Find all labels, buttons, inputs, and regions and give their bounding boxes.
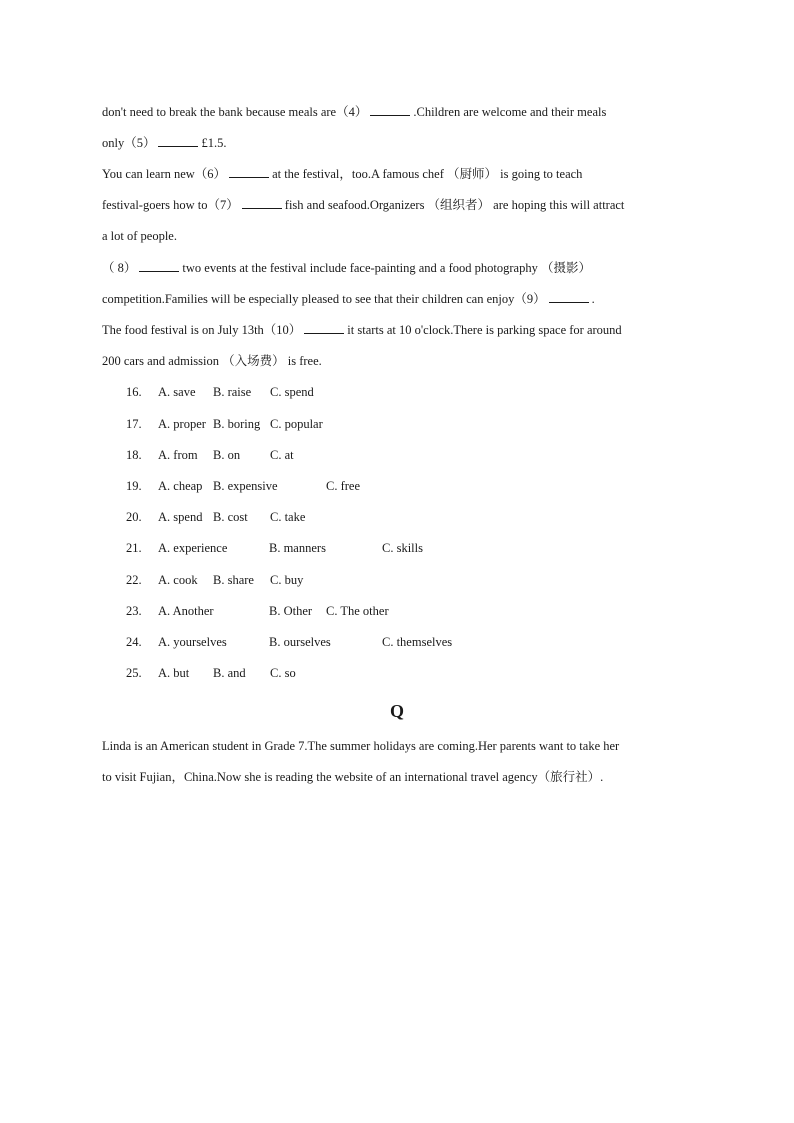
option-c: C. take	[270, 510, 306, 524]
passage-text: don't need to break the bank because meals are（4）	[102, 105, 368, 119]
section-heading: Q	[389, 701, 404, 721]
passage-text: two events at the festival include face-painting and a food photography （摄影）	[182, 261, 591, 275]
option-b: B. boring	[213, 417, 261, 431]
option-c: C. skills	[382, 541, 423, 555]
option-b: B. manners	[269, 541, 326, 555]
option-c: C. so	[270, 666, 296, 680]
option-a: A. proper	[158, 417, 206, 431]
passage-line-8	[102, 322, 622, 338]
option-a: A. experience	[158, 541, 228, 555]
option-a: A. cook	[158, 573, 198, 587]
passage-line-5	[102, 228, 177, 244]
passage-text: £1.5.	[201, 136, 227, 150]
option-b: B. on	[213, 448, 241, 462]
option-a: A. spend	[158, 510, 203, 524]
passage-line-3	[102, 166, 582, 182]
answer-blank-8	[139, 260, 179, 272]
option-b: B. Other	[269, 604, 313, 618]
passage-text: competition.Families will be especially pleased to see that their children can enjoy（9）	[102, 292, 546, 306]
answer-blank-4	[370, 104, 410, 116]
passage-text: a lot of people.	[102, 229, 177, 243]
option-c: C. buy	[270, 573, 304, 587]
option-b: B. share	[213, 573, 254, 587]
option-a: A. but	[158, 666, 190, 680]
question-number: 16.	[126, 385, 142, 399]
passage-text: only（5）	[102, 136, 156, 150]
option-c: C. spend	[270, 385, 314, 399]
passage-line-7	[102, 291, 595, 307]
option-b: B. expensive	[213, 479, 278, 493]
option-a: A. yourselves	[158, 635, 227, 649]
passage-line-9	[102, 353, 322, 369]
question-number: 17.	[126, 417, 142, 431]
answer-blank-6	[229, 166, 269, 178]
option-c: C. at	[270, 448, 294, 462]
passage-line-4	[102, 197, 624, 213]
question-number: 23.	[126, 604, 142, 618]
answer-blank-9	[549, 291, 589, 303]
option-b: B. and	[213, 666, 246, 680]
option-a: A. cheap	[158, 479, 203, 493]
option-b: B. ourselves	[269, 635, 331, 649]
question-number: 24.	[126, 635, 142, 649]
section-line-2: to visit Fujian，China.Now she is reading the website of an international travel agency（旅行社）.	[102, 770, 604, 784]
question-number: 20.	[126, 510, 142, 524]
option-c: C. themselves	[382, 635, 453, 649]
passage-text: fish and seafood.Organizers （组织者） are hoping this will attract	[284, 198, 625, 212]
option-b: B. raise	[213, 385, 252, 399]
passage-text: it starts at 10 o'clock.There is parking space for around	[347, 323, 622, 337]
question-number: 19.	[126, 479, 142, 493]
passage-line-2	[102, 135, 226, 151]
question-number: 25.	[126, 666, 142, 680]
passage-text: festival-goers how to（7）	[102, 198, 239, 212]
question-number: 21.	[126, 541, 142, 555]
passage-text: .	[591, 292, 595, 306]
answer-blank-7	[242, 197, 282, 209]
passage-line-6	[102, 260, 591, 276]
passage-text: （ 8）	[102, 261, 137, 275]
passage-text: .Children are welcome and their meals	[413, 105, 607, 119]
option-a: A. Another	[158, 604, 214, 618]
option-a: A. from	[158, 448, 198, 462]
passage-line-1	[102, 104, 606, 120]
passage-text: 200 cars and admission （入场费） is free.	[102, 354, 322, 368]
answer-blank-10	[304, 322, 344, 334]
question-number: 18.	[126, 448, 142, 462]
option-c: C. The other	[326, 604, 389, 618]
answer-blank-5	[158, 135, 198, 147]
option-a: A. save	[158, 385, 196, 399]
option-c: C. popular	[270, 417, 323, 431]
passage-text: You can learn new（6）	[102, 167, 227, 181]
passage-text: at the festival，too.A famous chef （厨师） is going to teach	[272, 167, 583, 181]
question-number: 22.	[126, 573, 142, 587]
section-line-1: Linda is an American student in Grade 7.The summer holidays are coming.Her parents want to take her	[102, 739, 620, 753]
option-c: C. free	[326, 479, 361, 493]
option-b: B. cost	[213, 510, 248, 524]
passage-text: The food festival is on July 13th（10）	[102, 323, 302, 337]
